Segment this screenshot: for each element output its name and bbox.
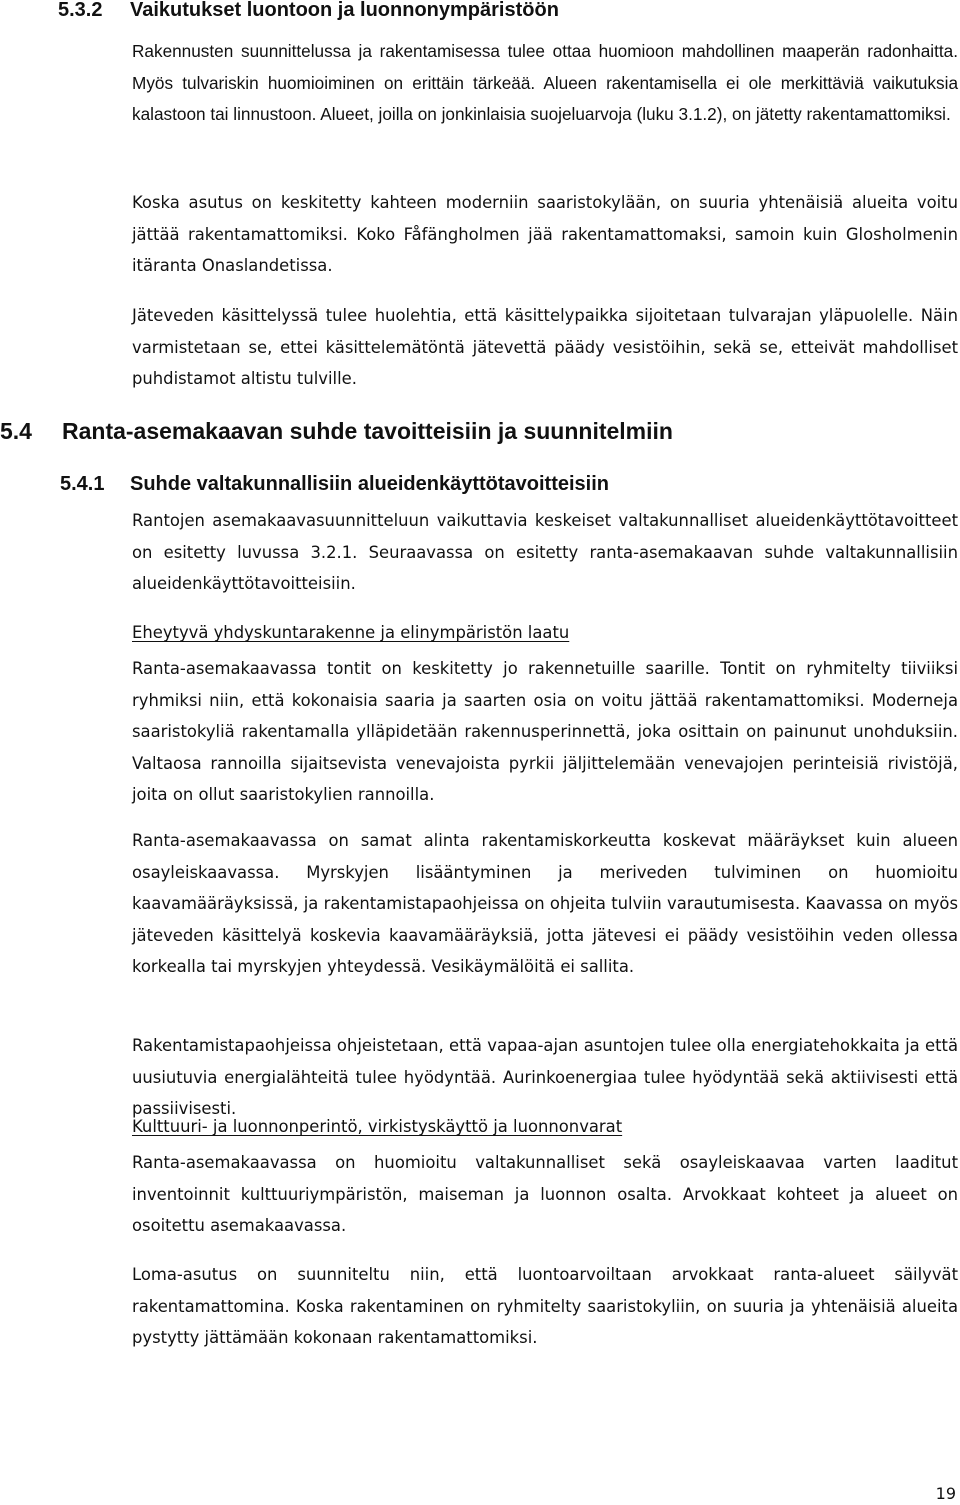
section-title: Vaikutukset luontoon ja luonnonympäristöön (130, 0, 559, 21)
heading-5-4 (0, 418, 673, 445)
section-number: 5.3.2 (58, 0, 103, 21)
section-title: Suhde valtakunnallisiin alueidenkäyttötavoitteisiin (130, 473, 610, 495)
subheading-eheytyva: Eheytyvä yhdyskuntarakenne ja elinympäristön laatu (132, 623, 570, 642)
paragraph-inventoinnit: Ranta-asemakaavassa on huomioitu valtakunnalliset sekä osayleiskaavaa varten laaditut inventoinnit kulttuuriympäristön, maiseman ja luonnon osalta. Arvokkaat kohteet ja alueet on osoitettu asemakaavassa. (132, 1153, 958, 1235)
section-number: 5.4.1 (60, 473, 105, 495)
paragraph-loma-asutus: Loma-asutus on suunniteltu niin, että luontoarvoiltaan arvokkaat ranta-alueet säilyvät rakentamattomina. Koska rakentaminen on ryhmitelty saaristokyliin, on suuria ja yhtenäisiä alueita pystytty jättämään kokonaan rakentamattomiksi. (132, 1265, 958, 1347)
subheading-kulttuuri: Kulttuuri- ja luonnonperintö, virkistyskäyttö ja luonnonvarat (132, 1117, 623, 1136)
paragraph-jatevesi: Jäteveden käsittelyssä tulee huolehtia, että käsittelypaikka sijoitetaan tulvarajan yläpuolelle. Näin varmistetaan se, ettei käsittelemätöntä jätevettä päädy vesistöihin, sekä se, etteivät mahdolliset puhdistamot altistu tulville. (132, 306, 958, 388)
paragraph-rakentamiskorkeus: Ranta-asemakaavassa on samat alinta rakentamiskorkeutta koskevat määräykset kuin alueen osayleiskaavassa. Myrskyjen lisääntyminen ja meriveden tulviminen on huomioitu kaavamääräyksissä, ja rakentamistapaohjeissa on ohjeita tulviin varautumisesta. Kaavassa on myös jäteveden käsittelyä koskevia kaavamääräyksiä, jotta jätevesi ei päädy vesistöihin veden ollessa korkealla tai myrskyjen yhteydessä. Vesikäymälöitä ei sallita. (132, 831, 958, 976)
page-number: 19 (935, 1484, 956, 1503)
paragraph-radon: Rakennusten suunnittelussa ja rakentamisessa tulee ottaa huomioon mahdollinen maaperän radonhaitta. Myös tulvariskin huomioiminen on erittäin tärkeää. Alueen rakentamisella ei ole merkittäviä vaikutuksia kalastoon tai linnustoon. Alueet, joilla on jonkinlaisia suojeluarvoja (luku 3.1.2), on jätetty rakentamattomiksi. (132, 41, 958, 125)
paragraph-saaristokylat: Koska asutus on keskitetty kahteen moderniin saaristokylään, on suuria yhtenäisiä alueita voitu jättää rakentamattomiksi. Koko Fåfängholmen jää rakentamattomaksi, samoin kuin Glosholmenin itäranta Onaslandetissa. (132, 193, 958, 275)
heading-5-3-2 (58, 0, 559, 22)
paragraph-tontit: Ranta-asemakaavassa tontit on keskitetty jo rakennetuille saarille. Tontit on ryhmitelty tiiviiksi ryhmiksi niin, että kokonaisia saaria ja saarten osia on voitu jättää rakentamattomiksi. Moderneja saaristokyliä rakentamalla ylläpidetään rakennusperinnettä, joka osittain on painunut unohduksiin. Valtaosa rannoilla sijaitsevista venevajoista pyrkii jäljittelemään venevajojen perinteisiä rivistöjä, joita on ollut saaristokylien rannoilla. (132, 659, 958, 804)
paragraph-intro: Rantojen asemakaavasuunnitteluun vaikuttavia keskeiset valtakunnalliset alueidenkäyttötavoitteet on esitetty luvussa 3.2.1. Seuraavassa on esitetty ranta-asemakaavan suhde valtakunnallisiin alueidenkäyttötavoitteisiin. (132, 511, 958, 593)
heading-5-4-1 (60, 473, 609, 496)
paragraph-energia: Rakentamistapaohjeissa ohjeistetaan, että vapaa-ajan asuntojen tulee olla energiatehokkaita ja että uusiutuvia energialähteitä tulee hyödyntää. Aurinkoenergiaa tulee hyödyntää sekä aktiivisesti että passiivisesti. (132, 1036, 958, 1118)
section-number: 5.4 (0, 418, 32, 444)
section-title: Ranta-asemakaavan suhde tavoitteisiin ja suunnitelmiin (62, 418, 673, 444)
